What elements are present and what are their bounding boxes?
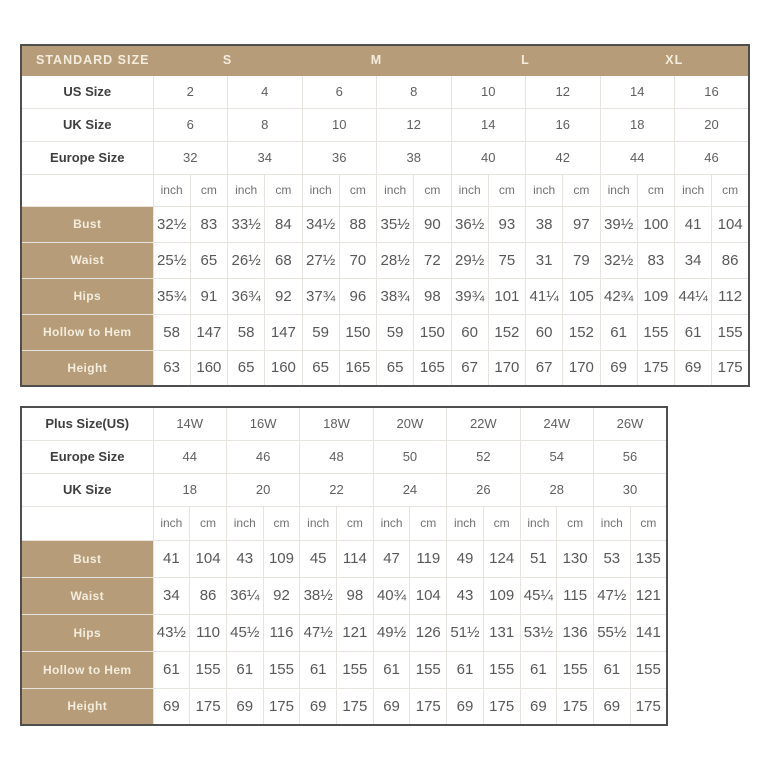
measurement-cm-value: 98 [414,278,451,314]
measurement-inch-value: 60 [451,314,488,350]
measurement-cm-value: 147 [265,314,302,350]
measurement-cm-value: 141 [630,614,667,651]
measurement-cm-value: 88 [339,206,376,242]
row-label: Europe Size [21,440,153,473]
measurement-cm-value: 155 [712,314,749,350]
measurement-cm-value: 115 [557,577,594,614]
measurement-cm-value: 104 [190,540,227,577]
size-value: 18 [153,473,226,506]
measurement-inch-value: 32½ [153,206,190,242]
measurement-inch-value: 45 [300,540,337,577]
size-value: 14 [600,75,675,108]
measurement-cm-value: 86 [712,242,749,278]
size-value: 44 [600,141,675,174]
size-value: 6 [302,75,377,108]
measurement-label: Bust [21,206,153,242]
measurement-cm-value: 124 [483,540,520,577]
measurement-cm-value: 175 [263,688,300,725]
size-value: 18W [300,407,373,440]
cm-unit-header: cm [630,506,667,540]
measurement-inch-value: 40¾ [373,577,410,614]
plus-size-table [20,406,668,726]
measurement-row [21,651,667,688]
measurement-cm-value: 175 [637,350,674,386]
measurement-inch-value: 69 [226,688,263,725]
measurement-inch-value: 47 [373,540,410,577]
cm-unit-header: cm [339,174,376,206]
measurement-cm-value: 175 [337,688,374,725]
measurement-inch-value: 45½ [226,614,263,651]
measurement-inch-value: 69 [300,688,337,725]
measurement-inch-value: 69 [675,350,712,386]
inch-unit-header: inch [228,174,265,206]
size-value: 20 [226,473,299,506]
inch-unit-header: inch [377,174,414,206]
measurement-cm-value: 155 [483,651,520,688]
measurement-inch-value: 61 [226,651,263,688]
size-value: 42 [526,141,601,174]
measurement-cm-value: 70 [339,242,376,278]
size-value: 8 [228,108,303,141]
measurement-inch-value: 61 [600,314,637,350]
measurement-inch-value: 41 [675,206,712,242]
size-value: 16 [675,75,750,108]
measurement-inch-value: 55½ [593,614,630,651]
measurement-cm-value: 160 [190,350,227,386]
measurement-cm-value: 165 [339,350,376,386]
cm-unit-header: cm [410,506,447,540]
row-label: US Size [21,75,153,108]
measurement-label: Hips [21,278,153,314]
size-value: 40 [451,141,526,174]
measurement-cm-value: 84 [265,206,302,242]
empty-corner-cell [21,174,153,206]
table-band-row [21,45,749,75]
measurement-label: Height [21,688,153,725]
measurement-inch-value: 61 [447,651,484,688]
measurement-inch-value: 38¾ [377,278,414,314]
measurement-inch-value: 53 [593,540,630,577]
measurement-inch-value: 41 [153,540,190,577]
size-value: 14W [153,407,226,440]
cm-unit-header: cm [488,174,525,206]
measurement-cm-value: 119 [410,540,447,577]
measurement-inch-value: 65 [302,350,339,386]
size-value: 10 [451,75,526,108]
measurement-cm-value: 116 [263,614,300,651]
measurement-cm-value: 155 [410,651,447,688]
measurement-cm-value: 150 [339,314,376,350]
size-value: 44 [153,440,226,473]
size-group-header: L [451,45,600,75]
measurement-cm-value: 165 [414,350,451,386]
measurement-cm-value: 136 [557,614,594,651]
inch-unit-header: inch [593,506,630,540]
measurement-inch-value: 41¼ [526,278,563,314]
measurement-cm-value: 150 [414,314,451,350]
cm-unit-header: cm [563,174,600,206]
measurement-inch-value: 67 [526,350,563,386]
size-group-header: S [153,45,302,75]
size-value: 22 [300,473,373,506]
standard-size-table [20,44,750,387]
measurement-cm-value: 155 [190,651,227,688]
size-row [21,407,667,440]
measurement-inch-value: 34 [675,242,712,278]
measurement-row [21,206,749,242]
measurement-inch-value: 43 [226,540,263,577]
measurement-inch-value: 35½ [377,206,414,242]
measurement-row [21,577,667,614]
measurement-cm-value: 91 [190,278,227,314]
measurement-cm-value: 152 [488,314,525,350]
measurement-inch-value: 38½ [300,577,337,614]
size-value: 54 [520,440,593,473]
measurement-inch-value: 69 [600,350,637,386]
size-row [21,440,667,473]
measurement-cm-value: 147 [190,314,227,350]
size-value: 2 [153,75,228,108]
inch-unit-header: inch [447,506,484,540]
cm-unit-header: cm [337,506,374,540]
measurement-inch-value: 59 [302,314,339,350]
measurement-inch-value: 47½ [300,614,337,651]
measurement-row [21,688,667,725]
measurement-inch-value: 69 [593,688,630,725]
size-value: 48 [300,440,373,473]
measurement-inch-value: 53½ [520,614,557,651]
measurement-cm-value: 155 [630,651,667,688]
measurement-inch-value: 27½ [302,242,339,278]
size-value: 20 [675,108,750,141]
measurement-cm-value: 170 [563,350,600,386]
inch-unit-header: inch [526,174,563,206]
row-label: UK Size [21,108,153,141]
row-label: Europe Size [21,141,153,174]
band-title: STANDARD SIZE [21,45,153,75]
size-row [21,473,667,506]
measurement-inch-value: 36¼ [226,577,263,614]
measurement-cm-value: 170 [488,350,525,386]
empty-corner-cell [21,506,153,540]
measurement-cm-value: 155 [557,651,594,688]
cm-unit-header: cm [190,174,227,206]
measurement-cm-value: 175 [410,688,447,725]
unit-row [21,506,667,540]
inch-unit-header: inch [373,506,410,540]
size-value: 4 [228,75,303,108]
measurement-inch-value: 47½ [593,577,630,614]
measurement-cm-value: 135 [630,540,667,577]
inch-unit-header: inch [451,174,488,206]
size-value: 56 [593,440,667,473]
size-value: 36 [302,141,377,174]
measurement-inch-value: 61 [300,651,337,688]
inch-unit-header: inch [226,506,263,540]
measurement-cm-value: 90 [414,206,451,242]
inch-unit-header: inch [300,506,337,540]
size-value: 32 [153,141,228,174]
measurement-inch-value: 34½ [302,206,339,242]
measurement-inch-value: 49 [447,540,484,577]
size-value: 18 [600,108,675,141]
measurement-label: Hollow to Hem [21,314,153,350]
measurement-inch-value: 61 [593,651,630,688]
measurement-inch-value: 58 [153,314,190,350]
measurement-cm-value: 160 [265,350,302,386]
measurement-inch-value: 61 [153,651,190,688]
measurement-cm-value: 92 [265,278,302,314]
measurement-cm-value: 83 [637,242,674,278]
size-group-header: M [302,45,451,75]
measurement-cm-value: 86 [190,577,227,614]
measurement-cm-value: 112 [712,278,749,314]
measurement-inch-value: 69 [373,688,410,725]
measurement-cm-value: 104 [410,577,447,614]
measurement-inch-value: 69 [520,688,557,725]
measurement-row [21,314,749,350]
measurement-cm-value: 175 [557,688,594,725]
cm-unit-header: cm [637,174,674,206]
inch-unit-header: inch [153,174,190,206]
size-value: 26W [593,407,667,440]
size-value: 46 [675,141,750,174]
unit-row [21,174,749,206]
cm-unit-header: cm [263,506,300,540]
measurement-cm-value: 131 [483,614,520,651]
measurement-row [21,242,749,278]
measurement-inch-value: 51 [520,540,557,577]
measurement-inch-value: 69 [153,688,190,725]
measurement-cm-value: 109 [637,278,674,314]
size-value: 14 [451,108,526,141]
size-value: 22W [447,407,520,440]
measurement-inch-value: 33½ [228,206,265,242]
measurement-cm-value: 155 [263,651,300,688]
measurement-cm-value: 152 [563,314,600,350]
measurement-label: Waist [21,242,153,278]
measurement-cm-value: 121 [630,577,667,614]
measurement-inch-value: 43 [447,577,484,614]
cm-unit-header: cm [265,174,302,206]
size-value: 38 [377,141,452,174]
measurement-cm-value: 104 [712,206,749,242]
measurement-cm-value: 175 [190,688,227,725]
measurement-inch-value: 58 [228,314,265,350]
measurement-inch-value: 29½ [451,242,488,278]
size-row [21,141,749,174]
measurement-cm-value: 126 [410,614,447,651]
measurement-inch-value: 67 [451,350,488,386]
inch-unit-header: inch [520,506,557,540]
cm-unit-header: cm [414,174,451,206]
measurement-cm-value: 105 [563,278,600,314]
measurement-cm-value: 109 [263,540,300,577]
measurement-inch-value: 59 [377,314,414,350]
inch-unit-header: inch [600,174,637,206]
measurement-cm-value: 175 [712,350,749,386]
cm-unit-header: cm [557,506,594,540]
size-value: 16 [526,108,601,141]
size-value: 34 [228,141,303,174]
size-group-header: XL [600,45,749,75]
measurement-inch-value: 38 [526,206,563,242]
measurement-inch-value: 37¾ [302,278,339,314]
measurement-cm-value: 109 [483,577,520,614]
measurement-inch-value: 28½ [377,242,414,278]
size-value: 30 [593,473,667,506]
cm-unit-header: cm [483,506,520,540]
measurement-inch-value: 51½ [447,614,484,651]
size-value: 12 [377,108,452,141]
measurement-label: Hips [21,614,153,651]
measurement-cm-value: 175 [483,688,520,725]
measurement-inch-value: 36½ [451,206,488,242]
measurement-inch-value: 42¾ [600,278,637,314]
measurement-row [21,614,667,651]
measurement-inch-value: 61 [675,314,712,350]
size-row [21,75,749,108]
measurement-cm-value: 93 [488,206,525,242]
measurement-inch-value: 44¼ [675,278,712,314]
size-value: 6 [153,108,228,141]
measurement-cm-value: 175 [630,688,667,725]
measurement-inch-value: 61 [373,651,410,688]
inch-unit-header: inch [675,174,712,206]
inch-unit-header: inch [153,506,190,540]
measurement-cm-value: 65 [190,242,227,278]
measurement-label: Hollow to Hem [21,651,153,688]
measurement-inch-value: 69 [447,688,484,725]
size-value: 26 [447,473,520,506]
measurement-cm-value: 96 [339,278,376,314]
measurement-inch-value: 39½ [600,206,637,242]
measurement-inch-value: 61 [520,651,557,688]
size-value: 28 [520,473,593,506]
measurement-label: Height [21,350,153,386]
measurement-cm-value: 110 [190,614,227,651]
measurement-cm-value: 130 [557,540,594,577]
cm-unit-header: cm [712,174,749,206]
measurement-inch-value: 26½ [228,242,265,278]
measurement-inch-value: 31 [526,242,563,278]
size-value: 16W [226,407,299,440]
measurement-row [21,540,667,577]
size-value: 50 [373,440,446,473]
measurement-inch-value: 32½ [600,242,637,278]
measurement-cm-value: 155 [337,651,374,688]
size-value: 20W [373,407,446,440]
row-label: Plus Size(US) [21,407,153,440]
size-value: 8 [377,75,452,108]
size-row [21,108,749,141]
measurement-label: Waist [21,577,153,614]
measurement-inch-value: 39¾ [451,278,488,314]
measurement-row [21,278,749,314]
measurement-cm-value: 75 [488,242,525,278]
measurement-cm-value: 114 [337,540,374,577]
measurement-label: Bust [21,540,153,577]
size-value: 24 [373,473,446,506]
size-value: 24W [520,407,593,440]
inch-unit-header: inch [302,174,339,206]
measurement-inch-value: 36¾ [228,278,265,314]
measurement-cm-value: 72 [414,242,451,278]
measurement-cm-value: 98 [337,577,374,614]
measurement-cm-value: 92 [263,577,300,614]
size-value: 52 [447,440,520,473]
measurement-cm-value: 79 [563,242,600,278]
measurement-row [21,350,749,386]
measurement-cm-value: 101 [488,278,525,314]
measurement-cm-value: 83 [190,206,227,242]
measurement-inch-value: 43½ [153,614,190,651]
measurement-inch-value: 65 [377,350,414,386]
size-value: 12 [526,75,601,108]
measurement-cm-value: 97 [563,206,600,242]
measurement-cm-value: 68 [265,242,302,278]
measurement-inch-value: 49½ [373,614,410,651]
measurement-inch-value: 60 [526,314,563,350]
size-value: 10 [302,108,377,141]
measurement-cm-value: 100 [637,206,674,242]
size-value: 46 [226,440,299,473]
measurement-cm-value: 121 [337,614,374,651]
measurement-cm-value: 155 [637,314,674,350]
measurement-inch-value: 25½ [153,242,190,278]
cm-unit-header: cm [190,506,227,540]
measurement-inch-value: 45¼ [520,577,557,614]
measurement-inch-value: 34 [153,577,190,614]
row-label: UK Size [21,473,153,506]
measurement-inch-value: 65 [228,350,265,386]
measurement-inch-value: 63 [153,350,190,386]
measurement-inch-value: 35¾ [153,278,190,314]
